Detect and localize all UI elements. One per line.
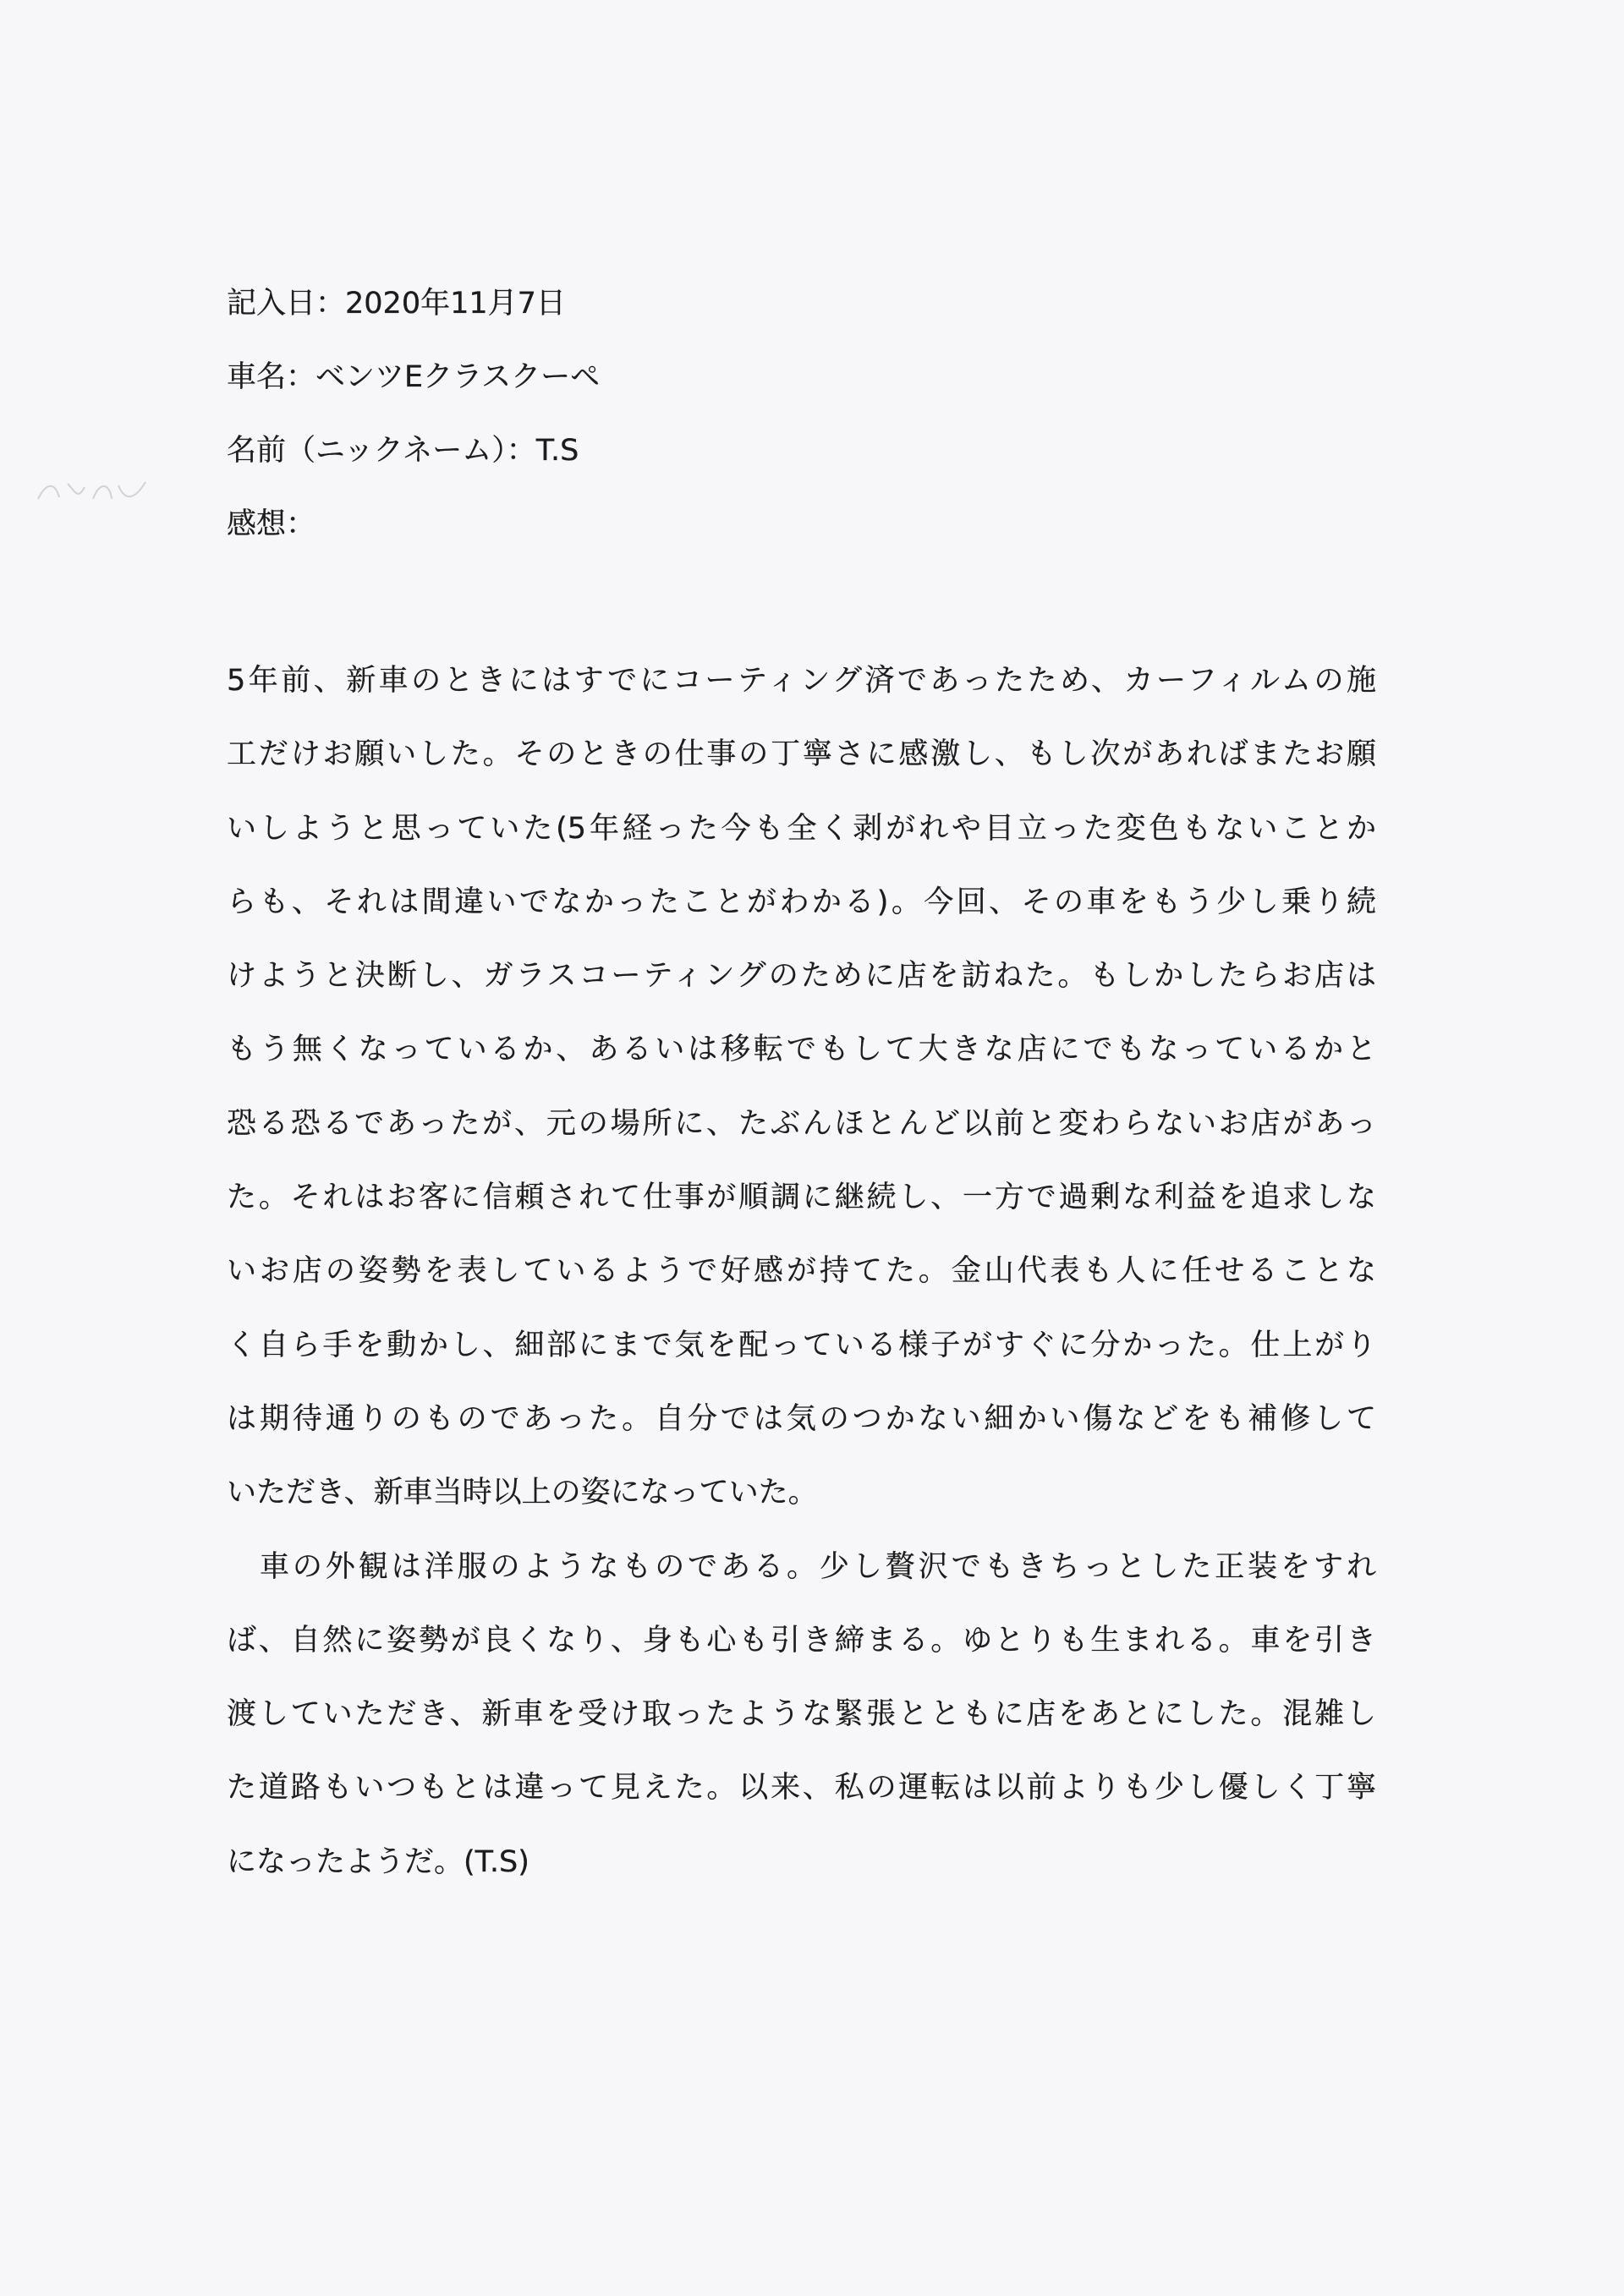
entry-date-label: 記入日： — [227, 287, 346, 321]
body-line-paragraph-end: いただき、新車当時以上の姿になっていた。 — [227, 1476, 818, 1510]
car-name-value: ベンツEクラスクーペ — [315, 360, 601, 394]
entry-date-line — [227, 267, 1376, 341]
body-line: らも、それは間違いでなかったことがわかる)。今回、その車をもう少し乗り続 — [227, 885, 1376, 919]
body-line: けようと決断し、ガラスコーティングのために店を訪ねた。もしかしたらお店は — [227, 959, 1376, 994]
body-line: 渡していただき、新車を受け取ったような緊張とともに店をあとにした。混雑し — [227, 1697, 1376, 1732]
faint-pencil-marks — [34, 465, 152, 516]
body-line: 5年前、新車のときにはすでにコーティング済であったため、カーフィルムの施 — [227, 664, 1376, 698]
body-line: は期待通りのものであった。自分では気のつかない細かい傷などをも補修して — [227, 1401, 1376, 1436]
body-line: 工だけお願いした。そのときの仕事の丁寧さに感激し、もし次があればまたお願 — [227, 737, 1376, 772]
nickname-line — [227, 414, 1376, 488]
body-line: もう無くなっているか、あるいは移転でもして大きな店にでもなっているかと — [227, 1033, 1376, 1067]
body-line: 恐る恐るであったが、元の場所に、たぶんほとんど以前と変わらないお店があっ — [227, 1106, 1376, 1141]
impressions-label: 感想： — [227, 507, 316, 541]
body-line: いしようと思っていた(5年経った今も全く剥がれや目立った変色もないことか — [227, 811, 1376, 846]
impressions-line — [227, 488, 1376, 562]
body-line: た。それはお客に信頼されて仕事が順調に継続し、一方で過剰な利益を追求しな — [227, 1181, 1376, 1215]
nickname-value: T.S — [535, 434, 579, 468]
car-name-label: 車名： — [227, 360, 316, 394]
body-line-paragraph-start: 車の外観は洋服のようなものである。少し贅沢でもきちっとした正装をすれ — [227, 1549, 1376, 1584]
car-name-line — [227, 341, 1376, 414]
body-line: ば、自然に姿勢が良くなり、身も心も引き締まる。ゆとりも生まれる。車を引き — [227, 1623, 1376, 1658]
form-header — [227, 267, 1376, 562]
body-line: く自ら手を動かし、細部にまで気を配っている様子がすぐに分かった。仕上がり — [227, 1328, 1376, 1362]
entry-date-value: 2020年11月7日 — [345, 287, 566, 321]
body-line: た道路もいつもとは違って見えた。以来、私の運転は以前よりも少し優しく丁寧 — [227, 1771, 1376, 1806]
body-line-signature: になったようだ。(T.S) — [227, 1844, 529, 1879]
impressions-body — [227, 644, 1376, 1899]
nickname-label: 名前（ニックネーム）： — [227, 434, 536, 468]
body-line: いお店の姿勢を表しているようで好感が持てた。金山代表も人に任せることな — [227, 1254, 1376, 1289]
